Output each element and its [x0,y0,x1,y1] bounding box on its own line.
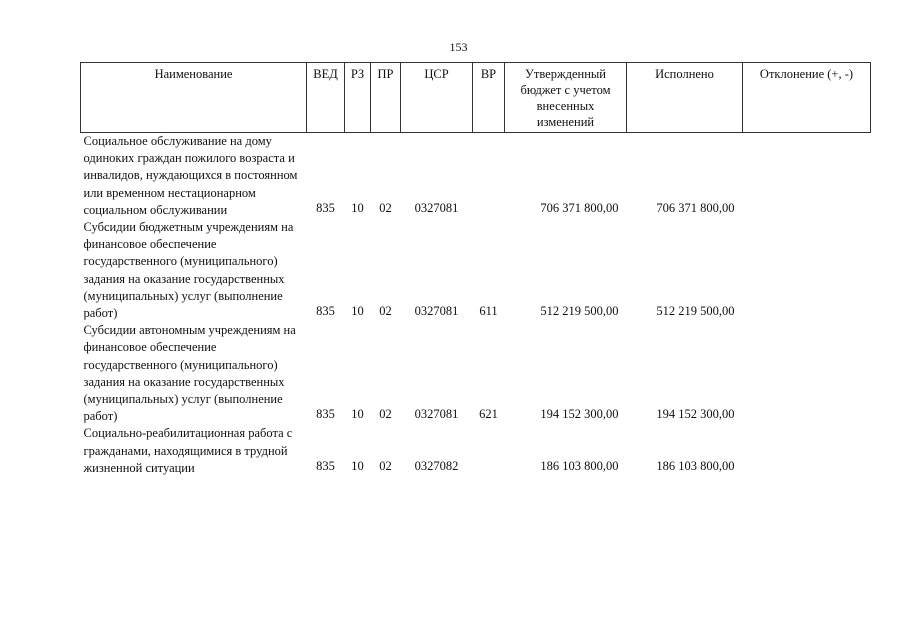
row-deviation [743,219,871,322]
row-ved: 835 [316,200,335,215]
table-row [81,425,871,477]
header-csr: ЦСР [401,63,473,133]
row-name: Субсидии бюджетным учреждениям на финансовое обеспечение государственного (муниципального) задания на оказание государственных (муниципальных) услуг (выполнение работ) [83,220,294,321]
header-deviation: Отклонение (+, -) [743,63,871,133]
header-ved: ВЕД [307,63,345,133]
row-executed: 512 219 500,00 [656,304,735,319]
row-pr: 02 [379,304,392,319]
row-csr: 0327081 [414,304,459,319]
row-csr: 0327081 [414,407,459,422]
row-rz: 10 [351,304,364,319]
table-row [81,133,871,220]
row-pr: 02 [379,200,392,215]
row-executed: 706 371 800,00 [656,200,735,215]
table-header-row [81,63,871,133]
row-vr: 611 [479,304,498,319]
row-executed: 194 152 300,00 [656,407,735,422]
page-number: 153 [449,40,468,54]
row-approved: 194 152 300,00 [540,407,619,422]
row-deviation [743,425,871,477]
row-deviation [743,133,871,220]
row-pr: 02 [379,407,392,422]
row-csr: 0327082 [414,458,459,473]
row-approved: 512 219 500,00 [540,304,619,319]
header-executed: Исполнено [627,63,743,133]
row-pr: 02 [379,458,392,473]
row-rz: 10 [351,200,364,215]
row-rz: 10 [351,458,364,473]
table-row [81,322,871,425]
table-row [81,219,871,322]
row-executed: 186 103 800,00 [656,458,735,473]
header-pr: ПР [371,63,401,133]
row-csr: 0327081 [414,200,459,215]
header-name: Наименование [81,63,307,133]
header-approved: Утвержденный бюджет с учетом внесенных изменений [505,63,627,133]
row-name: Социально-реабилитационная работа с гражданами, находящимися в трудной жизненной ситуации [83,426,293,475]
row-vr [473,425,505,477]
row-rz: 10 [351,407,364,422]
header-vr: ВР [473,63,505,133]
budget-table [80,62,871,477]
row-name: Социальное обслуживание на дому одиноких граждан пожилого возраста и инвалидов, нуждающихся в постоянном или временном нестационарном социальном обслуживании [83,134,298,217]
row-vr [473,133,505,220]
row-name: Субсидии автономным учреждениям на финансовое обеспечение государственного (муниципального) задания на оказание государственных (муниципальных) услуг (выполнение работ) [83,323,296,424]
row-deviation [743,322,871,425]
row-vr: 621 [479,407,498,422]
row-ved: 835 [316,458,335,473]
row-approved: 186 103 800,00 [540,458,619,473]
header-rz: РЗ [345,63,371,133]
row-ved: 835 [316,407,335,422]
row-ved: 835 [316,304,335,319]
row-approved: 706 371 800,00 [540,200,619,215]
